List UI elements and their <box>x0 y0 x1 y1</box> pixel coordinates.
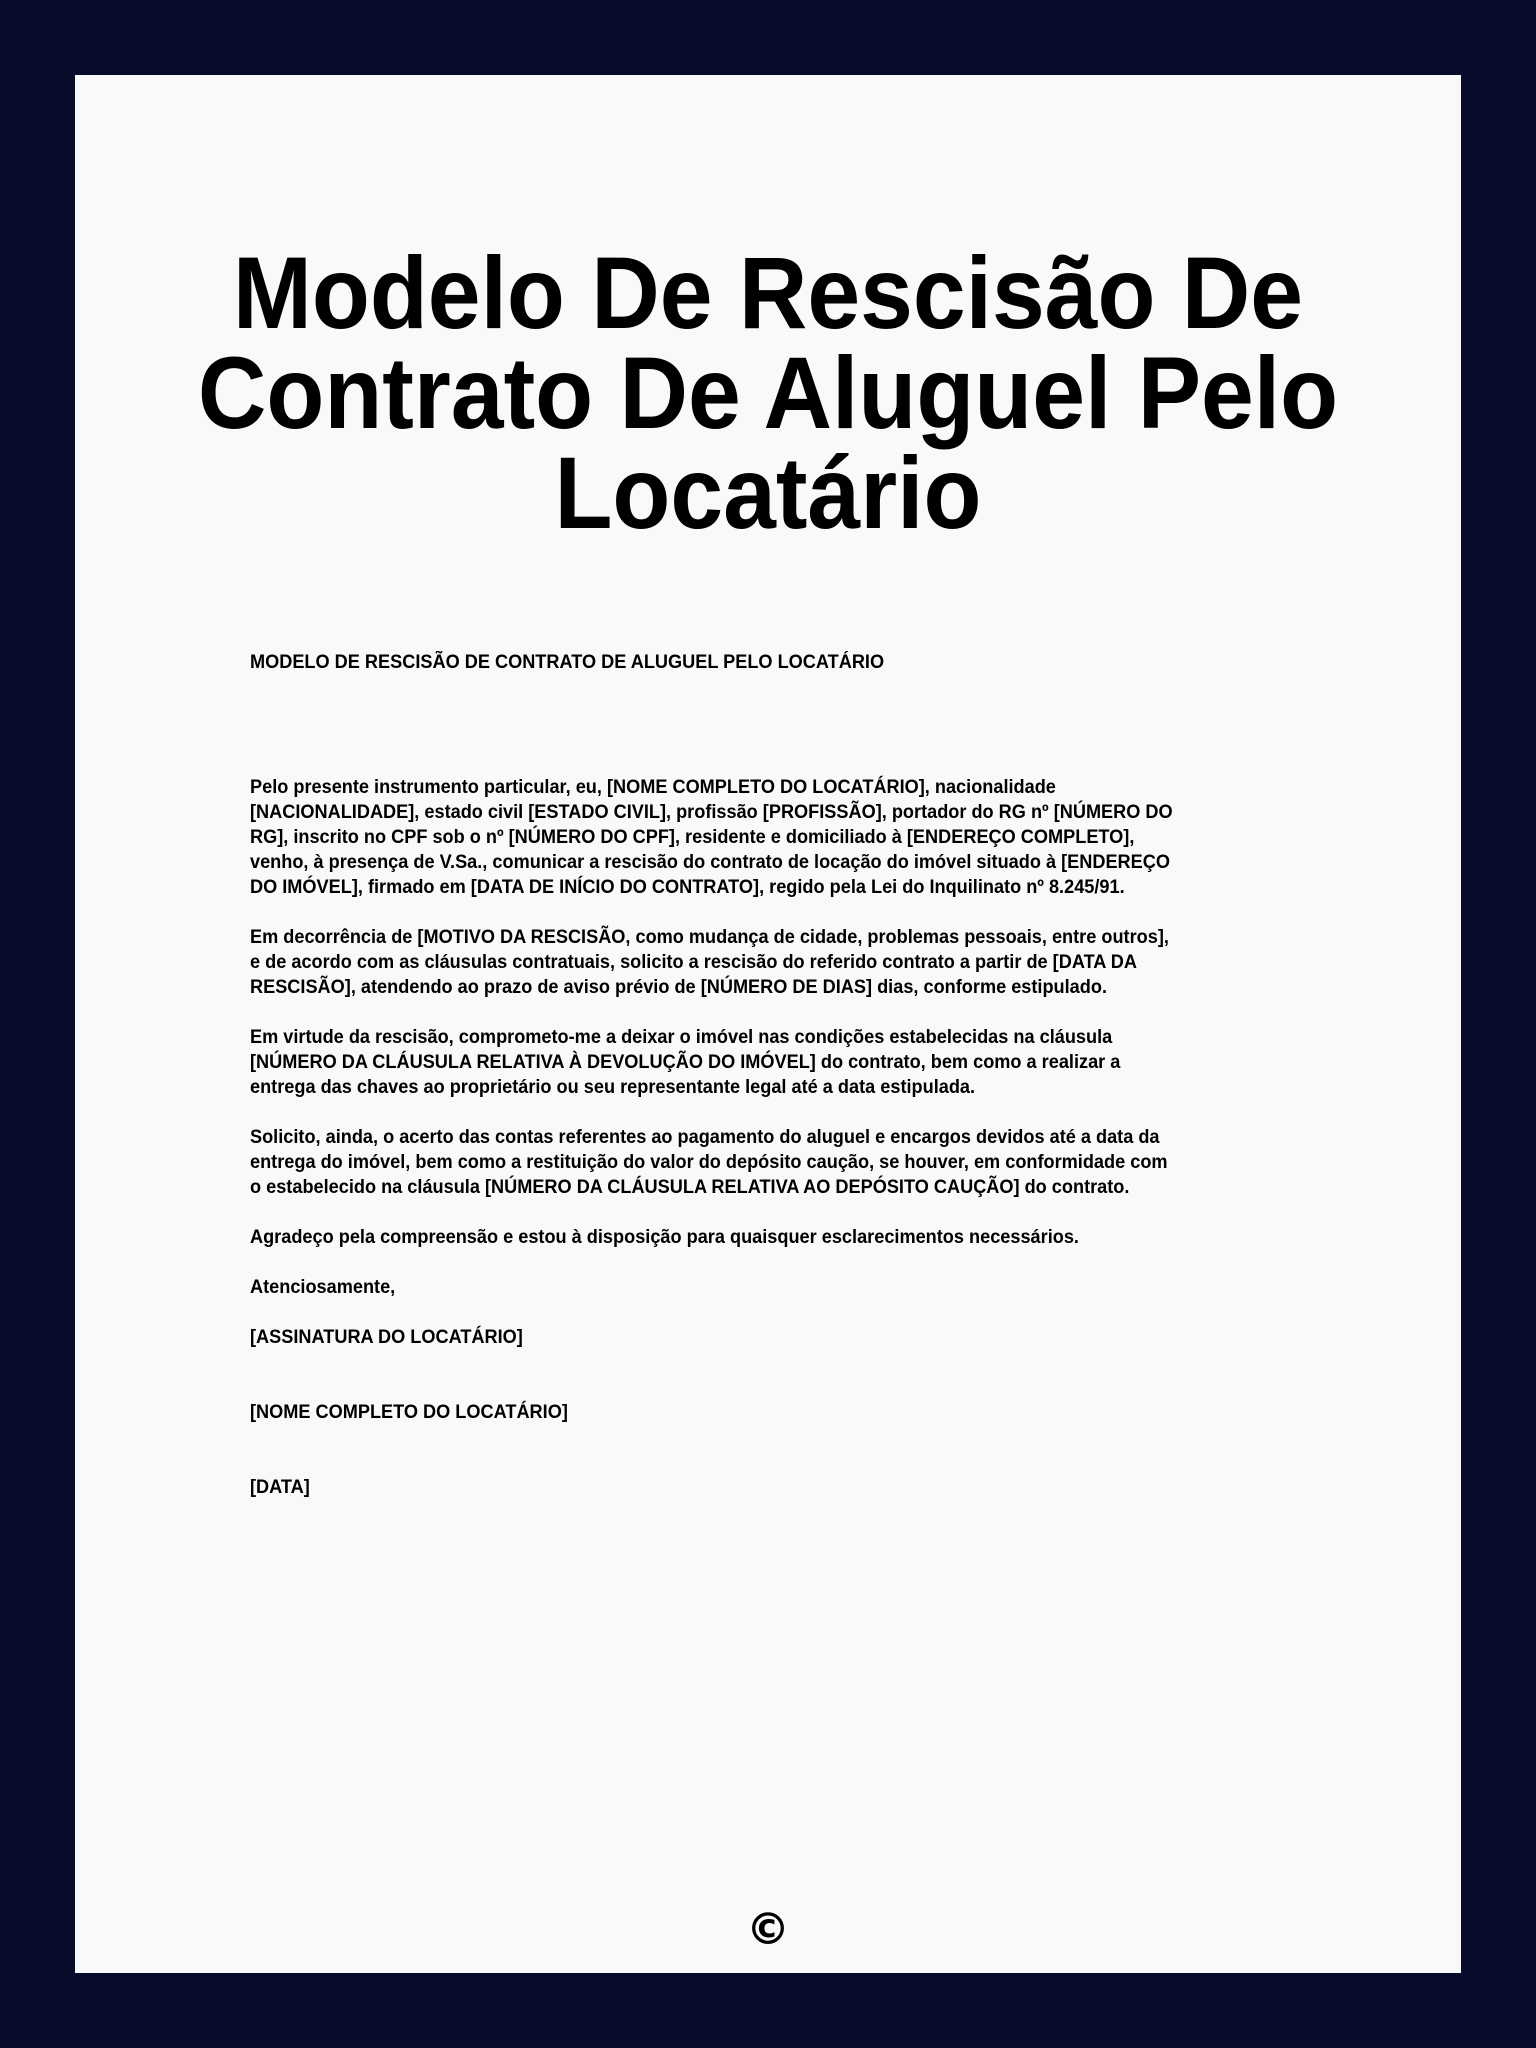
signature-placeholder: [ASSINATURA DO LOCATÁRIO] <box>250 1327 523 1348</box>
paragraph-reason <box>250 925 1274 1000</box>
spacer <box>250 1300 1274 1325</box>
spacer <box>250 675 1274 775</box>
date-placeholder: [DATA] <box>250 1477 310 1498</box>
name-placeholder: [NOME COMPLETO DO LOCATÁRIO] <box>250 1402 568 1423</box>
paragraph-line: DO IMÓVEL], firmado em [DATA DE INÍCIO DO CONTRATO], regido pela Lei do Inquilinato nº 8.245/91. <box>250 877 1125 898</box>
spacer <box>250 1350 1274 1400</box>
spacer <box>250 1200 1274 1225</box>
paragraph-line: Solicito, ainda, o acerto das contas referentes ao pagamento do aluguel e encargos devidos até a data da <box>250 1127 1160 1148</box>
closing-salutation: Atenciosamente, <box>250 1277 396 1298</box>
paragraph-property-return <box>250 1025 1274 1100</box>
paragraph-line: entrega das chaves ao proprietário ou seu representante legal até a data estipulada. <box>250 1077 976 1098</box>
paragraph-line: venho, à presença de V.Sa., comunicar a rescisão do contrato de locação do imóvel situado à [ENDEREÇO <box>250 852 1170 873</box>
spacer <box>250 900 1274 925</box>
paragraph-line: Agradeço pela compreensão e estou à disposição para quaisquer esclarecimentos necessários. <box>250 1227 1079 1248</box>
paragraph-line: RG], inscrito no CPF sob o nº [NÚMERO DO CPF], residente e domiciliado à [ENDEREÇO COMPLETO], <box>250 827 1135 848</box>
document-heading: MODELO DE RESCISÃO DE CONTRATO DE ALUGUEL PELO LOCATÁRIO <box>250 652 885 673</box>
spacer <box>250 1250 1274 1275</box>
title-line-1: Modelo De Rescisão De <box>232 236 1304 350</box>
spacer <box>250 1000 1274 1025</box>
paragraph-line: Pelo presente instrumento particular, eu, [NOME COMPLETO DO LOCATÁRIO], nacionalidade <box>250 777 1056 798</box>
paragraph-identification <box>250 775 1274 900</box>
paragraph-line: Em virtude da rescisão, comprometo-me a deixar o imóvel nas condições estabelecidas na cláusula <box>250 1027 1113 1048</box>
spacer <box>250 1425 1274 1475</box>
paragraph-line: [NACIONALIDADE], estado civil [ESTADO CIVIL], profissão [PROFISSÃO], portador do RG nº [NÚMERO DO <box>250 802 1173 823</box>
document-title <box>75 236 1461 550</box>
paragraph-line: Em decorrência de [MOTIVO DA RESCISÃO, como mudança de cidade, problemas pessoais, entre outros], <box>250 927 1169 948</box>
paragraph-thanks <box>250 1225 1274 1250</box>
document-page <box>75 75 1461 1973</box>
paragraph-line: e de acordo com as cláusulas contratuais, solicito a rescisão do referido contrato a partir de [DATA DA <box>250 952 1138 973</box>
paragraph-line: RESCISÃO], atendendo ao prazo de aviso prévio de [NÚMERO DE DIAS] dias, conforme estipulado. <box>250 977 1107 998</box>
paragraph-line: entrega do imóvel, bem como a restituição do valor do depósito caução, se houver, em conformidade com <box>250 1152 1168 1173</box>
paragraph-line: [NÚMERO DA CLÁUSULA RELATIVA À DEVOLUÇÃO DO IMÓVEL] do contrato, bem como a realizar a <box>250 1052 1121 1073</box>
paragraph-settlement <box>250 1125 1274 1200</box>
spacer <box>250 1100 1274 1125</box>
title-line-3: Locatário <box>554 436 982 550</box>
title-line-2: Contrato De Aluguel Pelo <box>197 336 1339 450</box>
copyright-icon: © <box>746 1904 790 1955</box>
paragraph-line: o estabelecido na cláusula [NÚMERO DA CLÁUSULA RELATIVA AO DEPÓSITO CAUÇÃO] do contrato. <box>250 1177 1130 1198</box>
document-body <box>250 650 1290 1500</box>
